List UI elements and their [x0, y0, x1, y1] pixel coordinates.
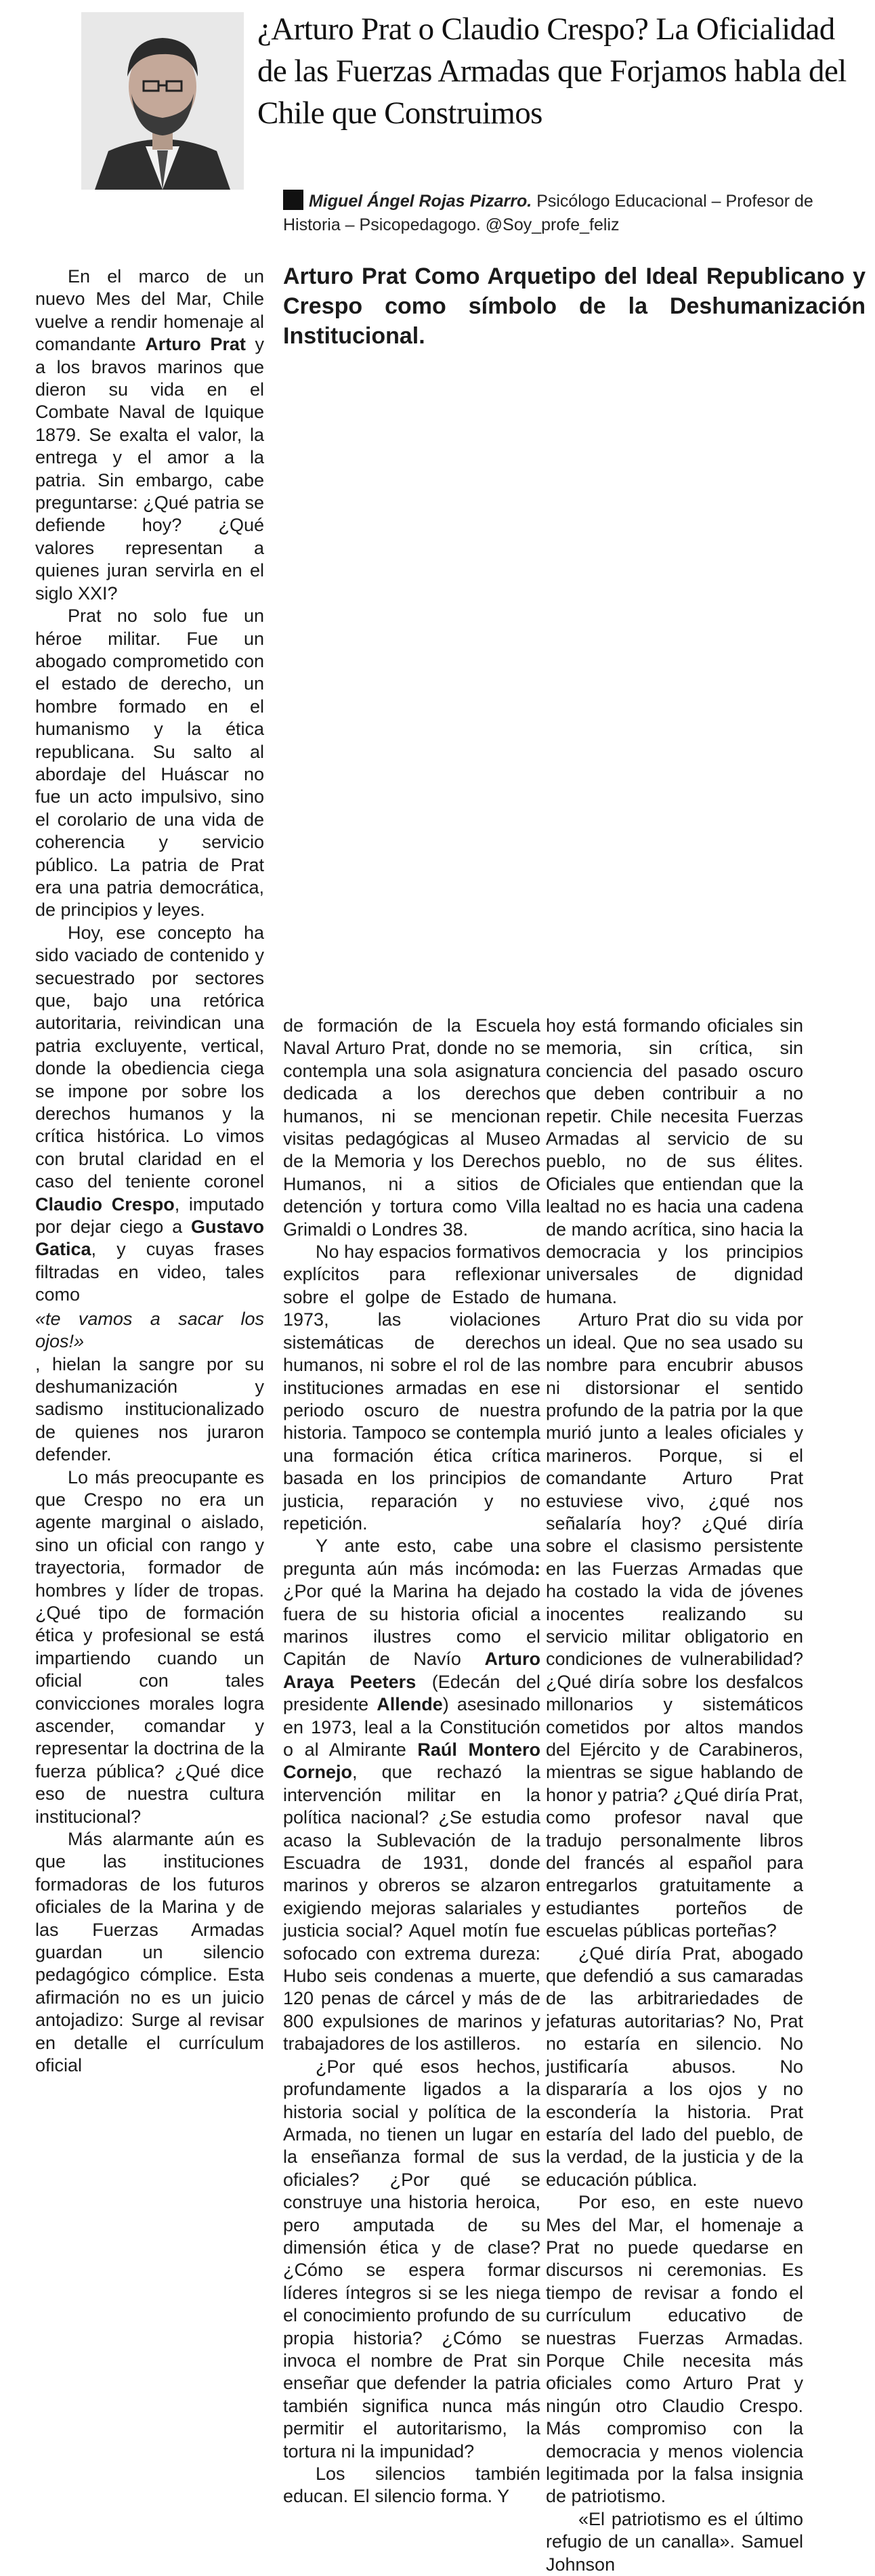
byline-marker [283, 190, 303, 210]
column-3 [546, 1015, 803, 2576]
column-1 [35, 266, 264, 2077]
paragraph: Más alarmante aún es que las instituciones formadoras de los futuros oficiales de la Marina y de las Fuerzas Armadas guardan un silencio pedagógico cómplice. Esta afirmación no es un juicio antojadizo: Surge al revisar en detalle el currículum oficial [35, 1829, 264, 2076]
paragraph: Arturo Prat dio su vida por un ideal. Que no sea usado su nombre para encubrir abusos ni distorsionar el sentido profundo de la patria por la que murió junto a leales oficiales y marineros. Porque, si el comandante Arturo Prat estuviese vivo, ¿qué nos señalaría hoy? ¿Qué diría sobre el clasismo persistente en las Fuerzas Armadas que ha costado la vida de jóvenes inocentes realizando su servicio militar obligatorio en condiciones de vulnerabilidad? ¿Qué diría sobre los desfalcos millonarios y sistemáticos cometidos por altos mandos del Ejército y de Carabineros, mientras se sigue hablando de honor y patria? ¿Qué diría Prat, como profesor naval que tradujo personalmente libros del francés al español para entregarlos gratuitamente a estudiantes porteños de escuelas públicas porteñas? [546, 1309, 803, 1941]
paragraph: ¿Por qué esos hechos, profundamente ligados a la historia social y política de la Armada, no tienen un lugar en la enseñanza formal de sus oficiales? ¿Por qué se construye una historia heroica, pero amputada de su dimensión ética y de clase? ¿Cómo se espera formar líderes íntegros si se les niega el conocimiento profundo de su propia historia? ¿Cómo se invoca el nombre de Prat sin enseñar que defender la patria también significa nunca más permitir el autoritarismo, la tortura ni la impunidad? [283, 2056, 540, 2462]
author-roles: Psicólogo Educacional – Profesor de Historia – Psicopedagogo. @Soy_profe_feliz [283, 192, 813, 234]
closing-quote: «El patriotismo es el último refugio de un canalla». Samuel Johnson [546, 2508, 803, 2575]
name-arturo-prat: Arturo Prat [145, 334, 246, 355]
column-2 [283, 1015, 540, 2508]
quote-crespo: «te vamos a sacar los ojos!» [35, 1308, 264, 1352]
paragraph: Y ante esto, cabe una pregunta aún más incómoda: ¿Por qué la Marina ha dejado fuera de su historia oficial a marinos ilustres como el Capitán de Navío Arturo Araya Peeters (Edecán del presidente Allende) asesinado en 1973, leal a la Constitución o al Almirante Raúl Montero Cornejo, que rechazó la intervención militar en la política nacional? ¿Se estudia acaso la Sublevación de la Escuadra de 1931, donde marinos y obreros se alzaron exigiendo mejoras salariales y justicia social? Aquel motín fue sofocado con extrema dureza: Hubo seis condenas a muerte, 120 penas de cárcel y más de 800 expulsiones de marinos y trabajadores de los astilleros. [283, 1536, 540, 2054]
paragraph: En el marco de un nuevo Mes del Mar, Chile vuelve a rendir homenaje al comandante Arturo Prat y a los bravos marinos que dieron su vida en el Combate Naval de Iquique 1879. Se exalta el valor, la entrega y el amor a la patria. Sin embargo, cabe preguntarse: ¿Qué patria se defiende hoy? ¿Qué valores representan a quienes juran servirla en el siglo XXI? [35, 266, 264, 604]
paragraph: ¿Qué diría Prat, abogado que defendió a sus camaradas de las arbitrariedades de jefaturas autoritarias? No, Prat no estaría en silencio. No justificaría abusos. No dispararía a los ojos y no escondería la historia. Prat estaría del lado del pueblo, de la verdad, de la justicia y de la educación pública. [546, 1943, 803, 2190]
paragraph: de formación de la Escuela Naval Arturo Prat, donde no se contempla una sola asignatura dedicada a los derechos humanos, ni se mencionan visitas pedagógicas al Museo de la Memoria y los Derechos Humanos, ni a sitios de detención y tortura como Villa Grimaldi o Londres 38. [283, 1015, 540, 1240]
paragraph: Prat no solo fue un héroe militar. Fue un abogado comprometido con el estado de derecho, un hombre formado en el humanismo y la ética republicana. Su salto al abordaje del Huáscar no fue un acto impulsivo, sino el corolario de una vida de coherencia y servicio público. La patria de Prat era una patria democrática, de principios y leyes. [35, 606, 264, 921]
author-name: Miguel Ángel Rojas Pizarro. [309, 192, 532, 211]
name-arturo-araya: Arturo Araya Peeters [283, 1649, 540, 1692]
paragraph: Los silencios también educan. El silencio forma. Y [283, 2464, 540, 2507]
paragraph: Por eso, en este nuevo Mes del Mar, el homenaje a Prat no puede quedarse en discursos ni ceremonias. Es tiempo de revisar a fondo el currículum educativo de nuestras Fuerzas Armadas. Porque Chile necesita más oficiales como Arturo Prat y ningún otro Claudio Crespo. Más compromiso con la democracia y menos violencia legitimada por la falsa insignia de patriotismo. [546, 2192, 803, 2507]
author-portrait-icon [81, 12, 244, 190]
author-photo [81, 12, 244, 190]
name-gustavo-gatica: Gustavo Gatica [35, 1217, 264, 1260]
article-subheading: Arturo Prat Como Arquetipo del Ideal Republicano y Crespo como símbolo de la Deshumanización Institucional. [283, 263, 866, 349]
article-headline: ¿Arturo Prat o Claudio Crespo? La Oficialidad de las Fuerzas Armadas que Forjamos habla del Chile que Construimos [257, 12, 847, 131]
name-claudio-crespo: Claudio Crespo [35, 1194, 175, 1215]
paragraph: Hoy, ese concepto ha sido vaciado de contenido y secuestrado por sectores que, bajo una retórica autoritaria, reivindican una patria excluyente, vertical, donde la obediencia ciega se impone por sobre los derechos humanos y la crítica histórica. Lo vimos con brutal claridad en el caso del teniente coronel Claudio Crespo, imputado por dejar ciego a Gustavo Gatica, y cuyas frases filtradas en video, tales como «te vamos a sacar los ojos!» , hielan la sangre por su deshumanización y sadismo institucionalizado de quienes nos juraron defender. [35, 922, 264, 1465]
paragraph: No hay espacios formativos explícitos para reflexionar sobre el golpe de Estado de 1973, las violaciones sistemáticas de derechos humanos, ni sobre el rol de las instituciones armadas en ese periodo oscuro de nuestra historia. Tampoco se contempla una formación ética crítica basada en los principios de justicia, reparación y no repetición. [283, 1242, 540, 1534]
paragraph: Lo más preocupante es que Crespo no era un agente marginal o aislado, sino un oficial con rango y trayectoria, formador de hombres y líder de tropas. ¿Qué tipo de formación ética y profesional se está impartiendo cuando un oficial con tales convicciones morales logra ascender, comandar y representar la doctrina de la fuerza pública? ¿Qué dice eso de nuestra cultura institucional? [35, 1466, 264, 1827]
byline [283, 190, 866, 237]
name-allende: Allende [377, 1694, 443, 1715]
name-raul-montero: Raúl Montero Cornejo [283, 1739, 540, 1783]
paragraph: hoy está formando oficiales sin memoria, sin crítica, sin conciencia del pasado oscuro que deben contribuir a no repetir. Chile necesita Fuerzas Armadas al servicio de su pueblo, no de sus élites. Oficiales que entiendan que la lealtad no es hacia una cadena de mando acrítica, sino hacia la democracia y los principios universales de dignidad humana. [546, 1015, 803, 1307]
